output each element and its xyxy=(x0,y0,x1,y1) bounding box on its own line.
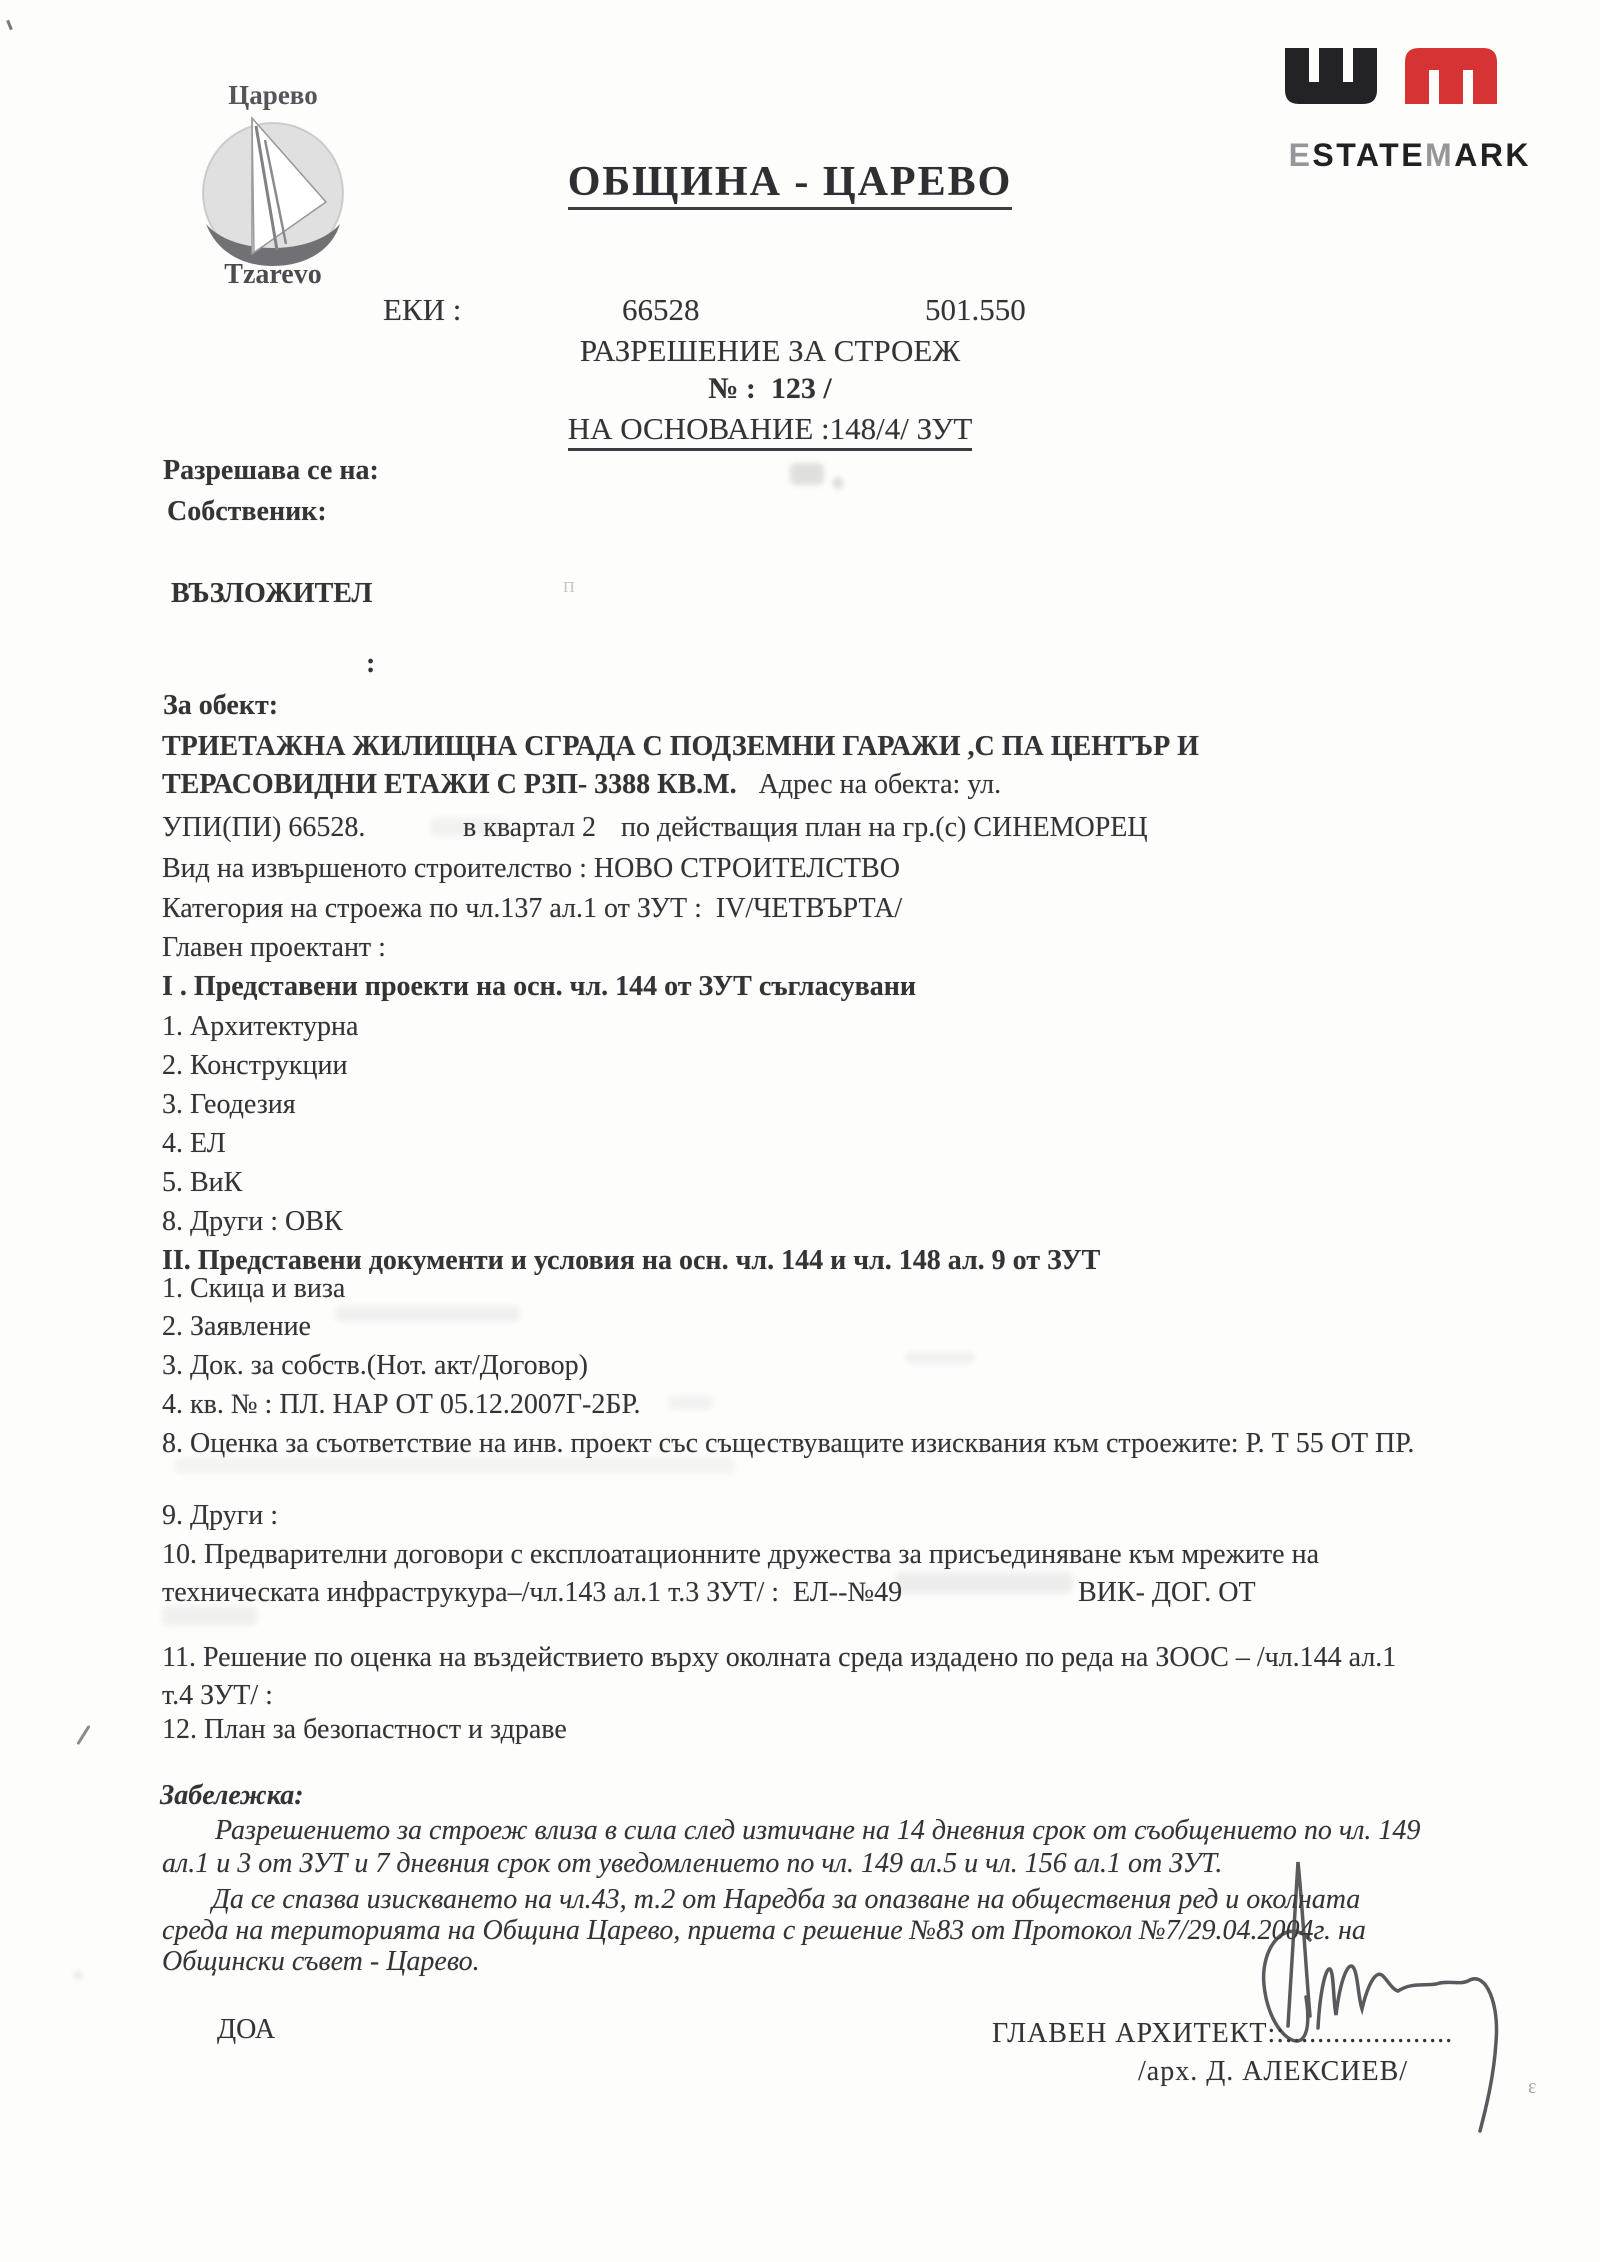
section2-item: 2. Заявление xyxy=(162,1311,311,1342)
scan-artifact: п xyxy=(563,572,575,597)
note-line: Общински съвет - Царево. xyxy=(162,1946,480,1977)
architect-name: /арх. Д. АЛЕКСИЕВ/ xyxy=(1138,2056,1409,2087)
note-line: Да се спазва изискването на чл.43, т.2 от Наредба за опазване на обществения ред и околната xyxy=(212,1884,1361,1915)
assignor-colon: : xyxy=(366,648,376,679)
section1-item: 3. Геодезия xyxy=(162,1089,296,1120)
signature xyxy=(1240,1850,1540,2145)
estatemark-letter-e: E xyxy=(1288,137,1313,173)
chief-designer: Главен проектант : xyxy=(162,932,386,963)
legal-basis: НА ОСНОВАНИЕ :148/4/ ЗУТ xyxy=(0,411,1540,447)
eki-code: 66528 xyxy=(622,292,700,327)
label-permit-to: Разрешава се на: xyxy=(163,455,379,486)
scan-artifact xyxy=(790,463,824,485)
municipality-title: ОБЩИНА - ЦАРЕВО xyxy=(0,158,1580,206)
tsarevo-logo-name-lat: Tzarevo xyxy=(224,259,322,288)
note-line: Разрешението за строеж влиза в сила след изтичане на 14 дневния срок от съобщението по чл. 149 xyxy=(215,1815,1421,1846)
scan-artifact: ε xyxy=(1528,2076,1537,2098)
section2-item10-line2a: техническата инфраструкура–/чл.143 ал.1 т.3 ЗУТ/ : ЕЛ--№49 xyxy=(162,1577,903,1608)
section2-item: 8. Оценка за съответствие на инв. проект със съществуващите изисквания към строежите: Р. Т 55 ОТ ПР. xyxy=(162,1428,1415,1459)
section2-item: 4. кв. № : ПЛ. НАР ОТ 05.12.2007Г-2БР. xyxy=(162,1389,641,1420)
eki-label: ЕКИ : xyxy=(383,292,462,327)
section1-item: 8. Други : ОВК xyxy=(162,1206,343,1237)
section2-item: 1. Скица и виза xyxy=(162,1273,346,1304)
scan-artifact xyxy=(162,1606,257,1626)
section2-item: 3. Док. за собств.(Нот. акт/Договор) xyxy=(162,1350,588,1381)
section1-title: I . Представени проекти на осн. чл. 144 от ЗУТ съгласувани xyxy=(162,971,917,1002)
label-owner: Собственик: xyxy=(167,496,327,527)
doc-number: № : 123 / xyxy=(708,372,832,405)
section2-title: II. Представени документи и условия на осн. чл. 144 и чл. 148 ал. 9 от ЗУТ xyxy=(162,1245,1101,1276)
scan-artifact xyxy=(6,20,13,30)
section2-item10-line1: 10. Предварителни договори с експлоатационните дружества за присъединяване към мрежите на xyxy=(162,1539,1319,1570)
section2-item10-line2b: ВИК- ДОГ. ОТ xyxy=(1078,1577,1256,1608)
object-upi: УПИ(ПИ) 66528. xyxy=(162,812,366,843)
object-kvartal: в квартал 2 xyxy=(463,812,596,843)
note-line: ал.1 и 3 от ЗУТ и 7 дневния срок от уведомлението по чл. 149 ал.5 и чл. 156 ал.1 от ЗУТ. xyxy=(162,1848,1223,1879)
object-desc-line2-bold: ТЕРАСОВИДНИ ЕТАЖИ С РЗП- 3388 КВ.М. xyxy=(162,769,737,800)
tsarevo-logo-name-bg: Царево xyxy=(228,80,318,110)
scan-artifact xyxy=(175,1458,735,1474)
scan-artifact xyxy=(76,1725,90,1745)
scan-artifact xyxy=(833,477,843,489)
estatemark-letter-m: M xyxy=(1425,137,1455,173)
architect-label: ГЛАВЕН АРХИТЕКТ::..................... xyxy=(992,2018,1454,2049)
footer-doa: ДОА xyxy=(217,2014,276,2045)
estatemark-wm-icon xyxy=(1285,46,1497,106)
note-line: среда на територията на Община Царево, приета с решение №83 от Протокол №7/29.04.2004г. на xyxy=(162,1915,1366,1946)
note-label: Забележка: xyxy=(160,1780,304,1811)
scan-artifact xyxy=(895,1572,1073,1594)
section2-item9: 9. Други : xyxy=(162,1500,278,1531)
section1-item: 2. Конструкции xyxy=(162,1050,348,1081)
section1-item: 5. ВиК xyxy=(162,1167,243,1198)
scan-artifact xyxy=(905,1352,975,1364)
estatemark-letters-ark: ARK xyxy=(1454,137,1532,173)
estatemark-letters-state: STATE xyxy=(1312,137,1426,173)
construction-type: Вид на извършеното строителство : НОВО СТРОИТЕЛСТВО xyxy=(162,853,900,884)
eki-code2: 501.550 xyxy=(925,292,1026,327)
object-address-label: Адрес на обекта: ул. xyxy=(758,769,1002,800)
object-desc-line1: ТРИЕТАЖНА ЖИЛИЩНА СГРАДА С ПОДЗЕМНИ ГАРАЖИ ,С ПА ЦЕНТЪР И xyxy=(162,731,1199,762)
label-assignor: ВЪЗЛОЖИТЕЛ xyxy=(171,578,373,609)
section2-item12: 12. План за безопастност и здраве xyxy=(162,1714,567,1745)
doc-title: РАЗРЕШЕНИЕ ЗА СТРОЕЖ xyxy=(579,333,961,368)
object-desc-line2 xyxy=(162,769,1001,801)
section1-item: 1. Архитектурна xyxy=(162,1011,359,1042)
object-plan: по действащия план на гр.(с) СИНЕМОРЕЦ xyxy=(621,812,1148,843)
section2-item11-line1: 11. Решение по оценка на въздействието върху околната среда издадено по реда на ЗООС – /чл.144 ал.1 xyxy=(162,1642,1397,1673)
scan-artifact xyxy=(668,1396,713,1410)
section2-item11-line2: т.4 ЗУТ/ : xyxy=(162,1680,273,1711)
scan-artifact xyxy=(430,818,510,836)
scan-artifact xyxy=(335,1306,520,1322)
section1-item: 4. ЕЛ xyxy=(162,1128,226,1159)
construction-category: Категория на строежа по чл.137 ал.1 от ЗУТ : IV/ЧЕТВЪРТА/ xyxy=(162,893,903,924)
scan-artifact xyxy=(74,1972,82,1978)
label-for-object: За обект: xyxy=(163,690,279,721)
